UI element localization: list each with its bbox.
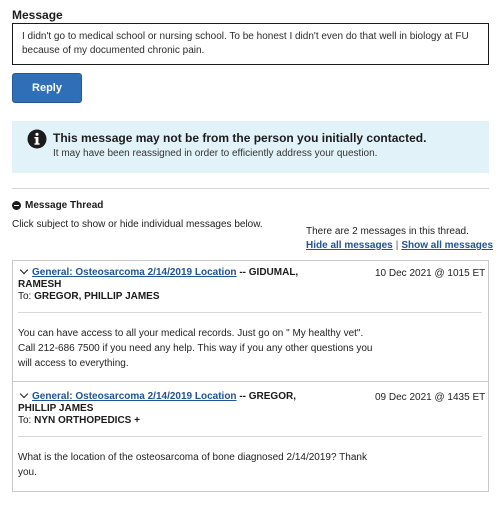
- collapse-minus-icon: [12, 201, 21, 210]
- message-body-2: What is the location of the osteosarcoma of bone diagnosed 2/14/2019? Thank you.: [18, 452, 367, 478]
- message-inner-divider-1: [18, 312, 482, 313]
- message-body-1: You can have access to all your medical records. Just go on " My healthy vet". Call 212-686 7500 if you need any help. This way if you any other questions you will access to everything.: [18, 328, 373, 369]
- thread-instructions: Click subject to show or hide individual messages below.: [12, 219, 263, 230]
- message-recipient-1: GREGOR, PHILLIP JAMES: [34, 291, 160, 302]
- link-separator: |: [395, 240, 399, 251]
- message-subject-link-1[interactable]: General: Osteosarcoma 2/14/2019 Location: [32, 267, 237, 278]
- info-icon: [27, 129, 47, 149]
- show-all-messages-link[interactable]: Show all messages: [401, 240, 494, 251]
- message-sender-cont-1: RAMESH: [18, 279, 62, 290]
- message-header-1[interactable]: [18, 267, 358, 303]
- thread-toggle[interactable]: [12, 200, 103, 211]
- message-recipient-2: NYN ORTHOPEDICS +: [34, 415, 140, 426]
- chevron-down-icon: [20, 390, 28, 398]
- message-label: Message: [12, 8, 63, 22]
- thread-heading: Message Thread: [25, 200, 104, 211]
- message-divider: [12, 381, 489, 382]
- message-inner-divider-2: [18, 436, 482, 437]
- message-sender-2: -- GREGOR,: [236, 391, 296, 402]
- message-to-prefix-2: To:: [18, 415, 35, 426]
- message-sender-cont-2: PHILLIP JAMES: [18, 403, 94, 414]
- alert-subtitle: It may have been reassigned in order to efficiently address your question.: [53, 148, 378, 159]
- alert-title: This message may not be from the person you initially contacted.: [53, 131, 427, 145]
- reassign-alert: [12, 121, 489, 173]
- message-sender-1: -- GIDUMAL,: [236, 267, 299, 278]
- message-date-1: 10 Dec 2021 @ 1015 ET: [375, 268, 486, 279]
- thread-links: [306, 240, 493, 251]
- thread-count: There are 2 messages in this thread.: [306, 226, 469, 237]
- reply-button[interactable]: Reply: [12, 73, 82, 103]
- message-textarea[interactable]: I didn't go to medical school or nursing school. To be honest I didn't even do that well in biology at FU because of my documented chronic pain.: [12, 23, 489, 65]
- divider: [12, 188, 489, 189]
- hide-all-messages-link[interactable]: Hide all messages: [306, 240, 393, 251]
- chevron-down-icon: [20, 266, 28, 274]
- message-subject-link-2[interactable]: General: Osteosarcoma 2/14/2019 Location: [32, 391, 237, 402]
- message-date-2: 09 Dec 2021 @ 1435 ET: [375, 392, 486, 403]
- message-header-2[interactable]: [18, 391, 358, 427]
- message-to-prefix-1: To:: [18, 291, 35, 302]
